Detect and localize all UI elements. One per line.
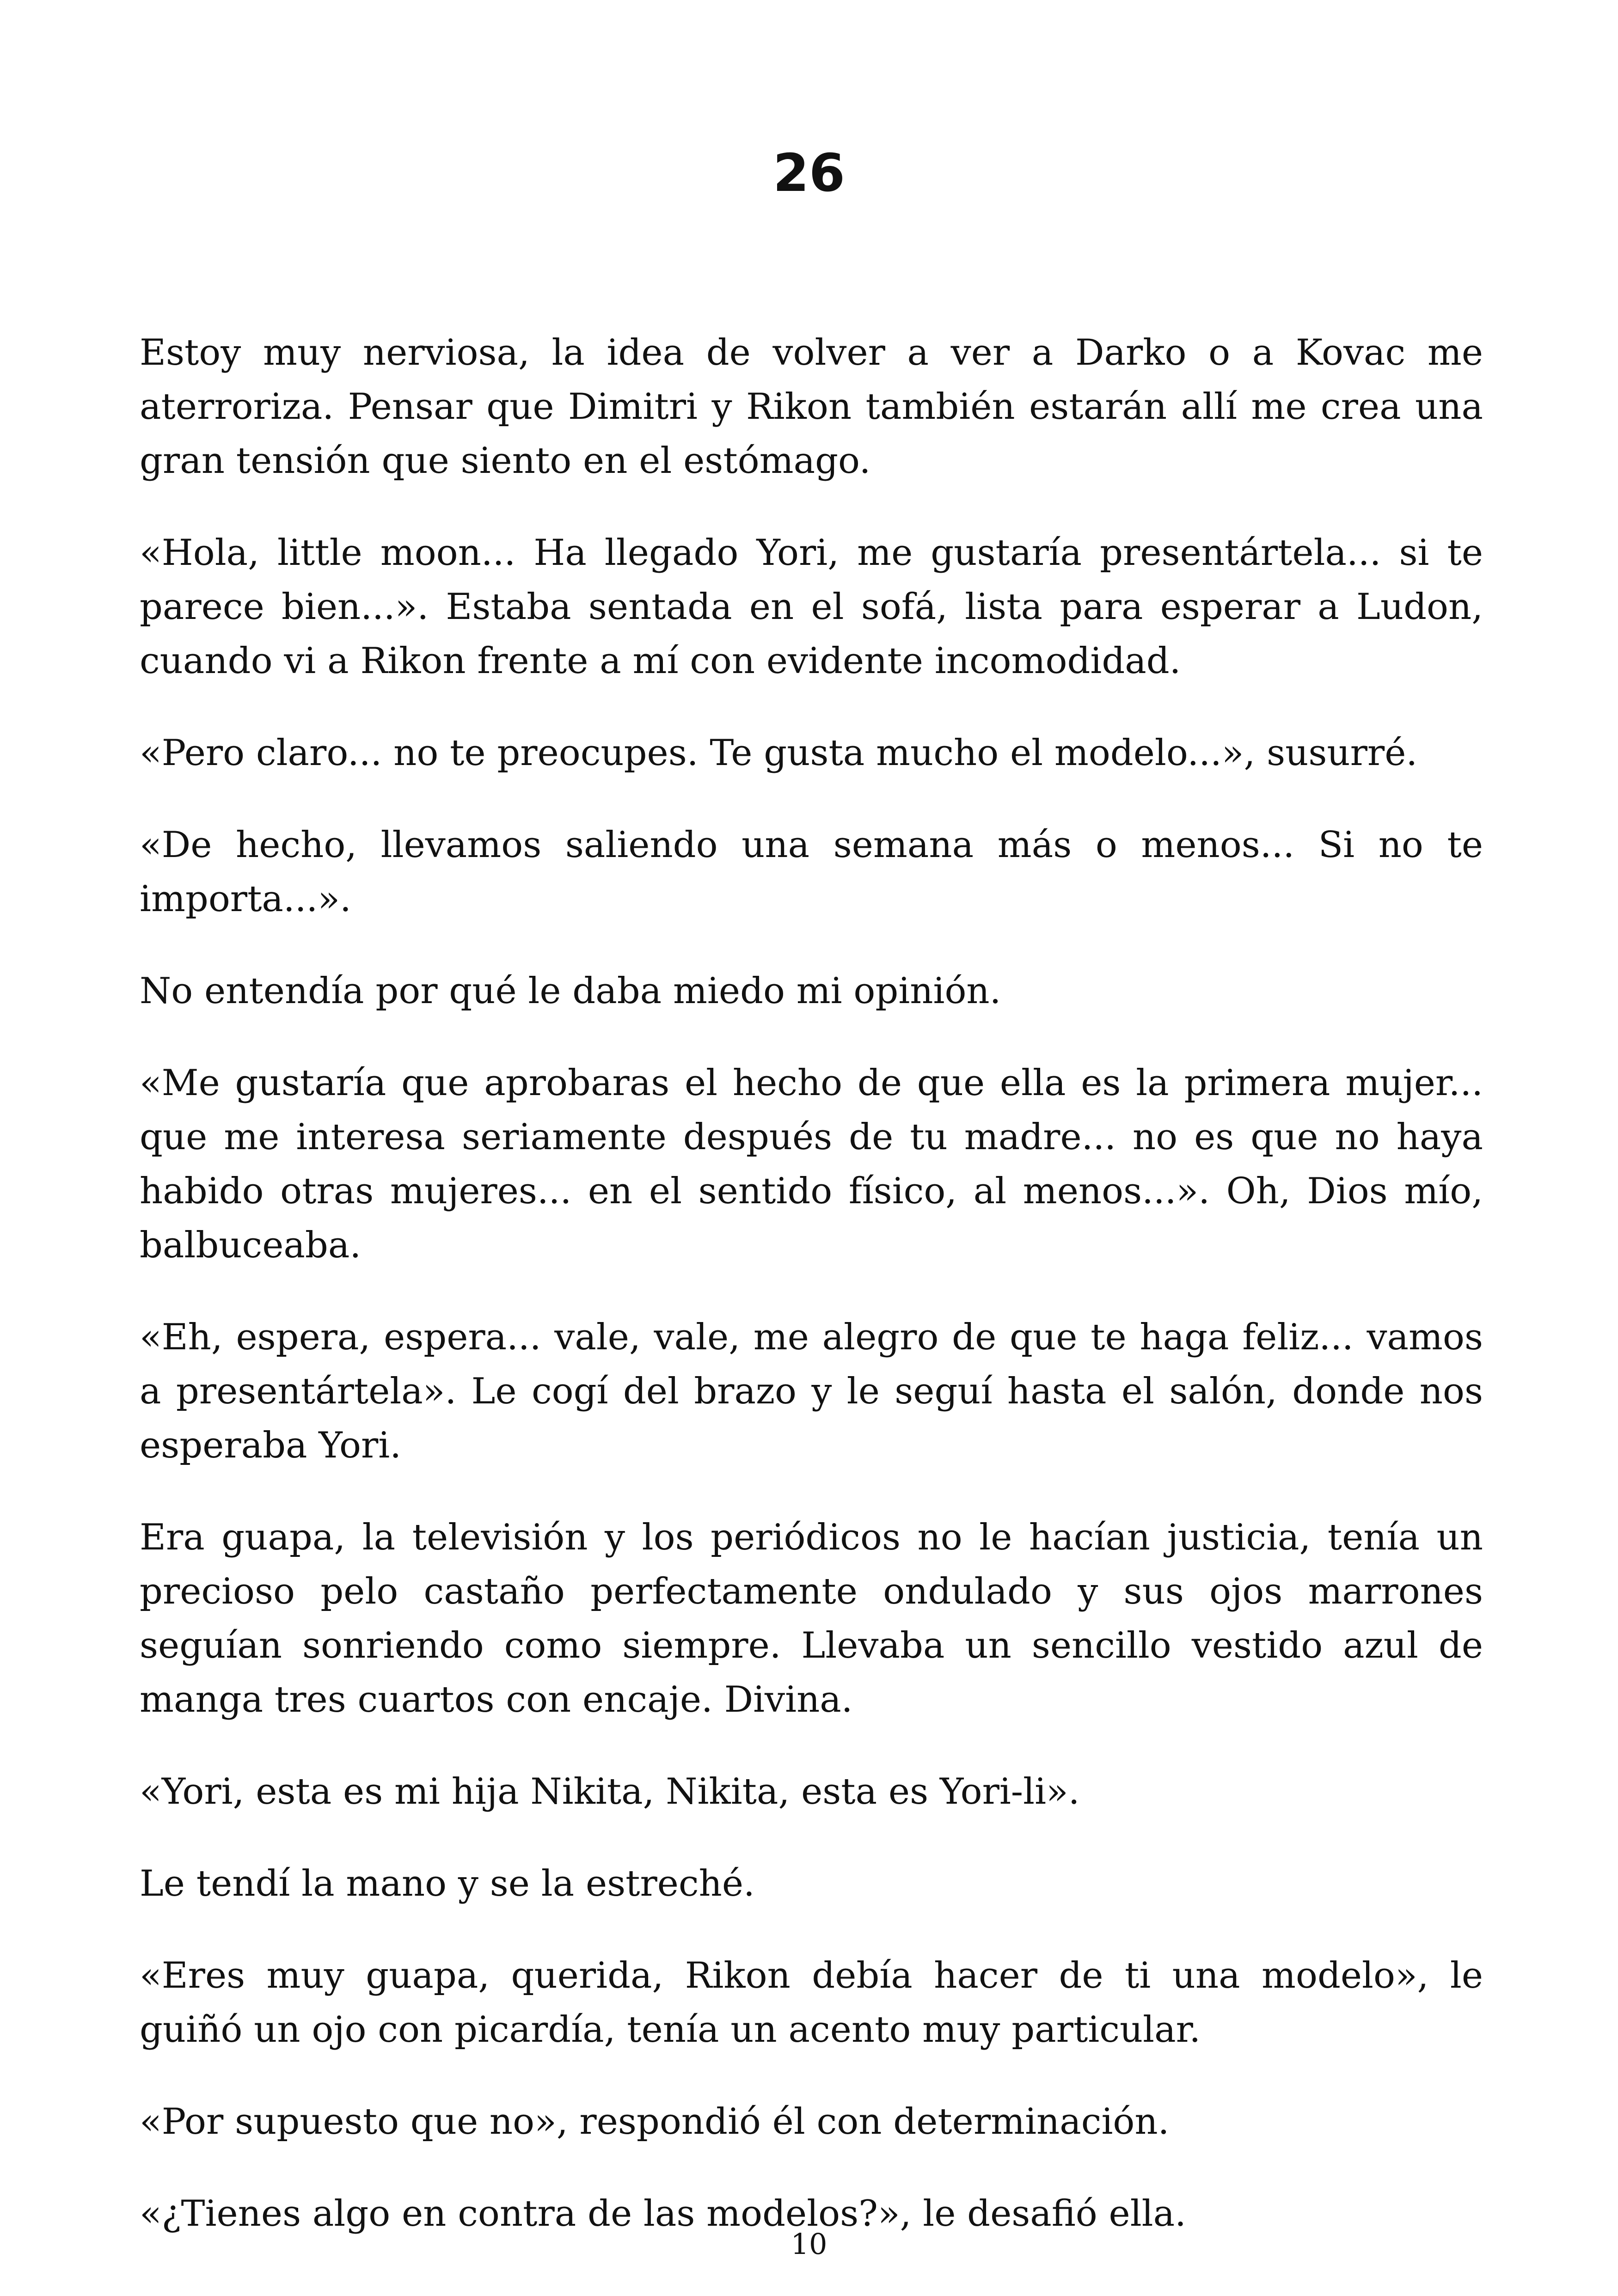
paragraph: Le tendí la mano y se la estreché.	[140, 1863, 755, 1904]
paragraph: No entendía por qué le daba miedo mi opinión.	[140, 970, 1001, 1012]
paragraph: Era guapa, la televisión y los periódicos no le hacían justicia, tenía un precioso pelo castaño perfectamente ondulado y sus ojos marrones seguían sonriendo como siempre. Llevaba un sencillo vestido azul de manga tres cuartos con encaje. Divina.	[140, 1517, 1483, 1720]
chapter-body	[140, 326, 1483, 2279]
paragraph: «¿Tienes algo en contra de las modelos?», le desafió ella.	[140, 2193, 1186, 2235]
paragraph: «Me gustaría que aprobaras el hecho de que ella es la primera mujer... que me interesa seriamente después de tu madre... no es que no haya habido otras mujeres... en el sentido físico, al menos...». Oh, Dios mío, balbuceaba.	[140, 1062, 1483, 1266]
paragraph: «Por supuesto que no», respondió él con determinación.	[140, 2101, 1170, 2143]
paragraph: «Yori, esta es mi hija Nikita, Nikita, esta es Yori-li».	[140, 1771, 1080, 1812]
paragraph: Estoy muy nerviosa, la idea de volver a ver a Darko o a Kovac me aterroriza. Pensar que Dimitri y Rikon también estarán allí me crea una gran tensión que siento en el estómago.	[140, 332, 1483, 482]
paragraph: «De hecho, llevamos saliendo una semana más o menos... Si no te importa...».	[140, 824, 1483, 920]
paragraph: «Hola, little moon... Ha llegado Yori, me gustaría presentártela... si te parece bien...». Estaba sentada en el sofá, lista para esperar a Ludon, cuando vi a Rikon frente a mí con evidente incomodidad.	[140, 532, 1483, 682]
paragraph: «Eh, espera, espera... vale, vale, me alegro de que te haga feliz... vamos a presentártela». Le cogí del brazo y le seguí hasta el salón, donde nos esperaba Yori.	[140, 1316, 1483, 1466]
paragraph: «Eres muy guapa, querida, Rikon debía hacer de ti una modelo», le guiñó un ojo con picardía, tenía un acento muy particular.	[140, 1955, 1483, 2051]
page-number: 10	[791, 2227, 827, 2261]
paragraph: «Pero claro... no te preocupes. Te gusta mucho el modelo...», susurré.	[140, 732, 1418, 774]
chapter-number: 26	[773, 143, 845, 203]
